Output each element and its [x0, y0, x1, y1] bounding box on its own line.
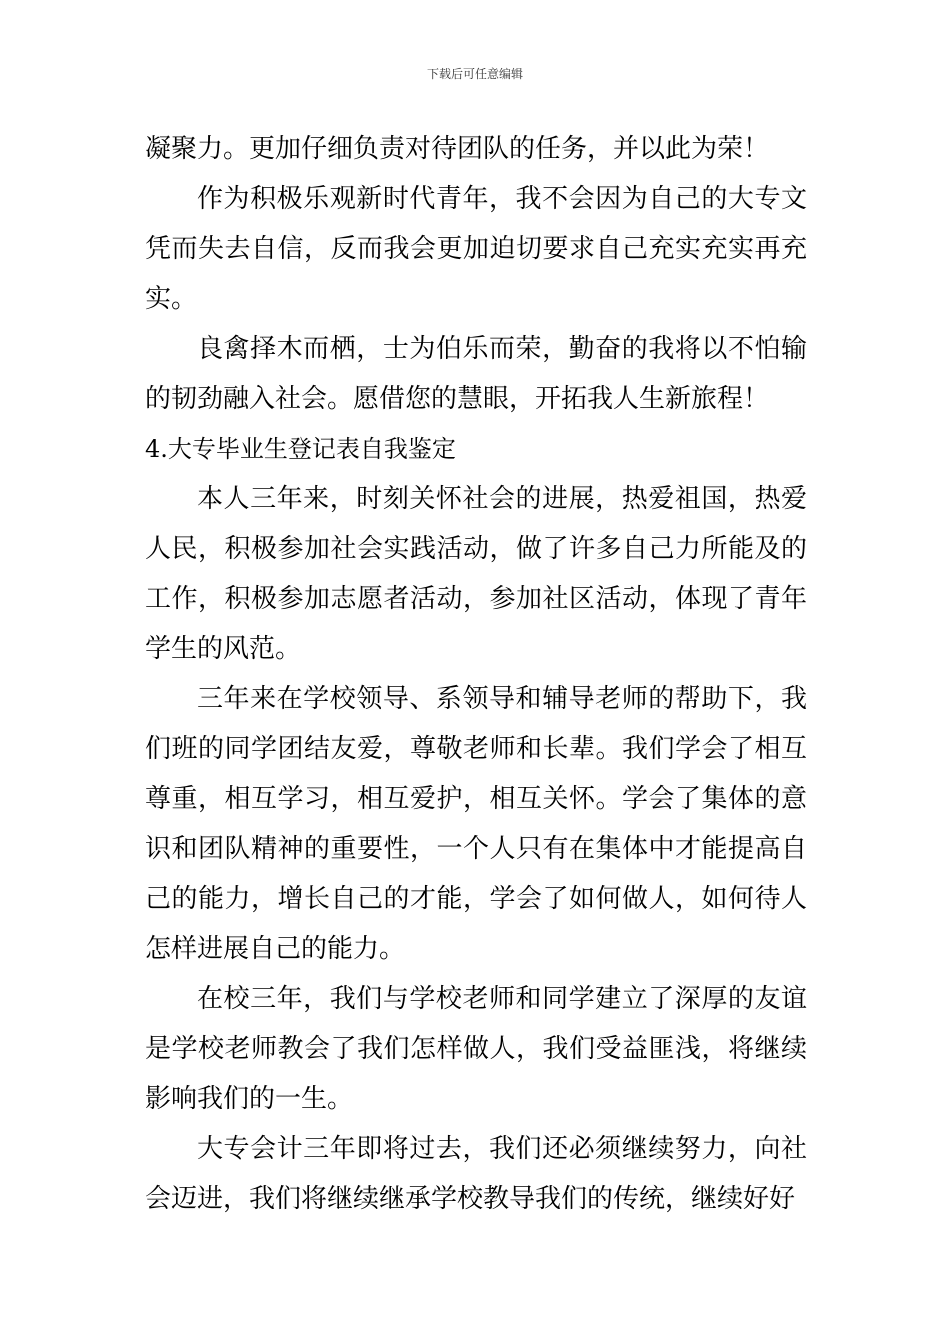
document-body: [145, 124, 807, 1224]
paragraph-6: 在校三年，我们与学校老师和同学建立了深厚的友谊是学校老师教会了我们怎样做人，我们受益匪浅，将继续影响我们的一生。: [145, 984, 807, 1114]
paragraph-7: 大专会计三年即将过去，我们还必须继续努力，向社会迈进，我们将继续继承学校教导我们的传统，继续好好: [145, 1134, 807, 1214]
paragraph-3: 良禽择木而栖，士为伯乐而荣，勤奋的我将以不怕输的韧劲融入社会。愿借您的慧眼，开拓我人生新旅程！: [145, 334, 807, 414]
section-heading: 4.大专毕业生登记表自我鉴定: [145, 435, 456, 463]
paragraph-5: 三年来在学校领导、系领导和辅导老师的帮助下，我们班的同学团结友爱，尊敬老师和长辈。我们学会了相互尊重，相互学习，相互爱护，相互关怀。学会了集体的意识和团队精神的重要性，一个人只有在集体中才能提高自己的能力，增长自己的才能，学会了如何做人，如何待人怎样进展自己的能力。: [145, 684, 807, 964]
paragraph-4: 本人三年来，时刻关怀社会的进展，热爱祖国，热爱人民，积极参加社会实践活动，做了许多自己力所能及的工作，积极参加志愿者活动，参加社区活动，体现了青年学生的风范。: [145, 484, 807, 664]
page-header: 下载后可任意编辑: [426, 67, 523, 81]
paragraph-2: 作为积极乐观新时代青年，我不会因为自己的大专文凭而失去自信，反而我会更加迫切要求自己充实充实再充实。: [145, 184, 807, 314]
paragraph-1: 凝聚力。更加仔细负责对待团队的任务，并以此为荣！: [145, 134, 770, 164]
